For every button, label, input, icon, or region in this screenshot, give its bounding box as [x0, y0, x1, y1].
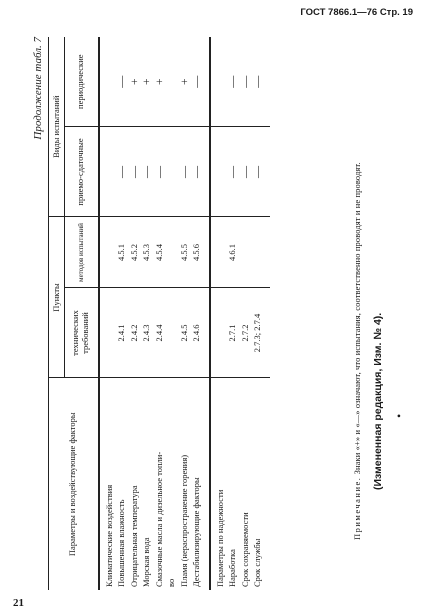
rotated-content — [32, 35, 410, 590]
header-accept: приемо-сдаточные — [65, 127, 99, 217]
tech-point: 2.4.3 — [140, 288, 153, 378]
section-reliability — [210, 37, 270, 590]
table-row — [115, 37, 128, 590]
method-point: 4.5.4 — [153, 217, 166, 288]
factor-name: Наработка — [227, 549, 238, 587]
table-row — [128, 37, 141, 590]
accept-mark: — — [251, 127, 264, 217]
accept-mark: — — [115, 127, 128, 217]
table-row — [140, 37, 153, 590]
periodic-mark: — — [239, 37, 252, 127]
factor-name: Смазочные масла и дизельное топли- — [153, 451, 164, 587]
section-title: Параметры по надежности — [214, 489, 225, 587]
table-row — [251, 37, 264, 590]
accept-mark: — — [190, 127, 203, 217]
periodic-mark: + — [153, 37, 166, 127]
periodic-mark: — — [115, 37, 128, 127]
factor-name: Морская вода — [141, 537, 152, 587]
page-header: ГОСТ 7866.1—76 Стр. 19 — [300, 7, 413, 18]
method-point: 4.5.5 — [178, 217, 191, 288]
periodic-mark: — — [226, 37, 239, 127]
header-factor: Параметры и воздействующие факторы — [49, 378, 99, 590]
tech-point: 2.4.1 — [115, 288, 128, 378]
factor-name: Срок службы — [252, 538, 263, 587]
tech-point: 2.7.2 — [239, 288, 252, 378]
periodic-mark: — — [190, 37, 203, 127]
factor-name-continued: во — [166, 578, 177, 587]
method-point: 4.5.6 — [190, 217, 203, 288]
factor-name: Дестабилизирующие факторы — [191, 477, 202, 587]
accept-mark: — — [153, 127, 166, 217]
stray-dot: • — [392, 413, 406, 418]
tech-point: 2.7.3; 2.7.4 — [251, 288, 264, 378]
tech-point: 2.4.5 — [178, 288, 191, 378]
table-row — [190, 37, 203, 590]
method-point: 4.6.1 — [226, 217, 239, 288]
page-number: 21 — [13, 597, 24, 609]
method-point — [239, 217, 252, 288]
header-periodic: периодические — [65, 37, 99, 127]
note-label: Примечание. — [352, 476, 362, 540]
accept-mark: — — [239, 127, 252, 217]
accept-mark: — — [226, 127, 239, 217]
periodic-mark: + — [128, 37, 141, 127]
factor-name: Повышенная влажность — [116, 499, 127, 587]
method-point: 4.5.2 — [128, 217, 141, 288]
table-row — [153, 37, 166, 590]
parameters-table — [48, 37, 270, 590]
accept-mark: — — [140, 127, 153, 217]
section-title: Климатические воздействия — [103, 484, 114, 587]
periodic-mark: + — [140, 37, 153, 127]
table-row — [178, 37, 191, 590]
method-point: 4.5.1 — [115, 217, 128, 288]
header-points: Пункты — [49, 217, 65, 378]
header-method: методов испытаний — [65, 217, 99, 288]
tech-point: 2.4.4 — [153, 288, 166, 378]
table-note — [352, 162, 362, 540]
table-row — [226, 37, 239, 590]
note-text: Знаки «+» и «—» означают, что испытания, соответственно проводят и не проводят. — [352, 162, 362, 475]
factor-name: Пламя (нераспространение горения) — [178, 454, 189, 587]
header-tech: технических требований — [65, 288, 99, 378]
table-row — [239, 37, 252, 590]
tech-point: 2.7.1 — [226, 288, 239, 378]
accept-mark: — — [178, 127, 191, 217]
accept-mark: — — [128, 127, 141, 217]
periodic-mark: + — [178, 37, 191, 127]
method-point — [251, 217, 264, 288]
tech-point: 2.4.6 — [190, 288, 203, 378]
tech-point: 2.4.2 — [128, 288, 141, 378]
header-tests: Виды испытаний — [49, 37, 65, 217]
method-point: 4.5.3 — [140, 217, 153, 288]
periodic-mark: — — [251, 37, 264, 127]
table-continuation-title: Продолжение табл. 7 — [32, 37, 44, 140]
section-climatic — [99, 37, 210, 590]
factor-name: Срок сохраняемости — [239, 512, 250, 587]
factor-name: Отрицательная температура — [128, 485, 139, 587]
edit-note: (Измененная редакция, Изм. № 4). — [372, 312, 384, 490]
